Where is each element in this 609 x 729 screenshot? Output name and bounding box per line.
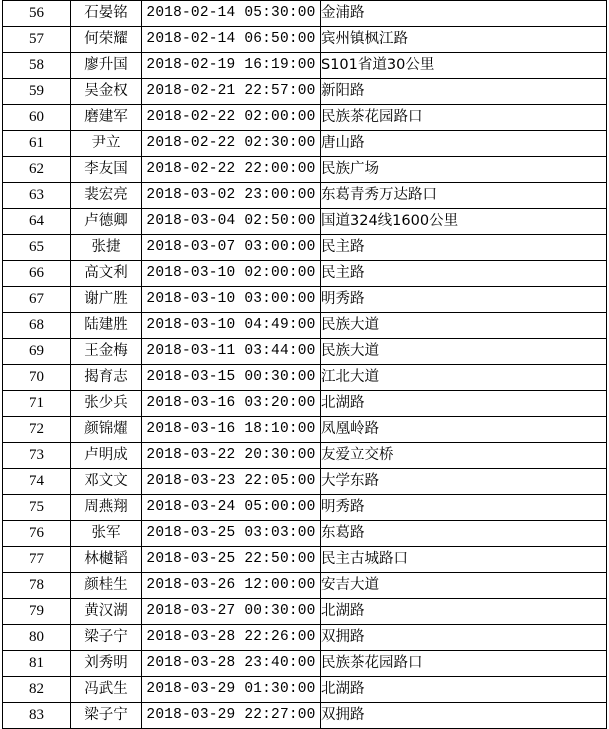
table-row — [3, 573, 607, 599]
location-cell: 东葛路 — [321, 521, 607, 547]
location-cell: 金浦路 — [321, 1, 607, 27]
datetime-cell: 2018-02-14 05:30:00 — [142, 1, 321, 27]
name-cell: 梁子宁 — [71, 625, 142, 651]
location-cell: 北湖路 — [321, 599, 607, 625]
row-number-cell: 75 — [3, 495, 71, 521]
records-table-body — [3, 1, 607, 729]
table-row — [3, 313, 607, 339]
datetime-cell: 2018-03-23 22:05:00 — [142, 469, 321, 495]
table-row — [3, 495, 607, 521]
table-row — [3, 27, 607, 53]
datetime-cell: 2018-03-02 23:00:00 — [142, 183, 321, 209]
name-cell: 林樾韬 — [71, 547, 142, 573]
table-row — [3, 287, 607, 313]
row-number-cell: 64 — [3, 209, 71, 235]
location-cell: 北湖路 — [321, 677, 607, 703]
location-cell: 民族茶花园路口 — [321, 651, 607, 677]
row-number-cell: 68 — [3, 313, 71, 339]
name-cell: 卢明成 — [71, 443, 142, 469]
row-number-cell: 66 — [3, 261, 71, 287]
location-cell: S101省道30公里 — [321, 53, 607, 79]
name-cell: 石晏铭 — [71, 1, 142, 27]
row-number-cell: 77 — [3, 547, 71, 573]
datetime-cell: 2018-02-22 22:00:00 — [142, 157, 321, 183]
table-row — [3, 157, 607, 183]
datetime-cell: 2018-03-04 02:50:00 — [142, 209, 321, 235]
datetime-cell: 2018-03-25 03:03:00 — [142, 521, 321, 547]
datetime-cell: 2018-02-14 06:50:00 — [142, 27, 321, 53]
records-table — [2, 0, 607, 729]
row-number-cell: 58 — [3, 53, 71, 79]
row-number-cell: 63 — [3, 183, 71, 209]
location-cell: 民族大道 — [321, 313, 607, 339]
row-number-cell: 74 — [3, 469, 71, 495]
table-row — [3, 521, 607, 547]
location-cell: 明秀路 — [321, 287, 607, 313]
name-cell: 黄汉湖 — [71, 599, 142, 625]
name-cell: 吴金权 — [71, 79, 142, 105]
name-cell: 磨建军 — [71, 105, 142, 131]
row-number-cell: 79 — [3, 599, 71, 625]
table-row — [3, 339, 607, 365]
name-cell: 冯武生 — [71, 677, 142, 703]
name-cell: 邓文文 — [71, 469, 142, 495]
table-row — [3, 625, 607, 651]
row-number-cell: 59 — [3, 79, 71, 105]
name-cell: 颜桂生 — [71, 573, 142, 599]
table-row — [3, 469, 607, 495]
table-row — [3, 547, 607, 573]
location-cell: 唐山路 — [321, 131, 607, 157]
table-row — [3, 1, 607, 27]
row-number-cell: 73 — [3, 443, 71, 469]
table-row — [3, 209, 607, 235]
table-row — [3, 79, 607, 105]
row-number-cell: 71 — [3, 391, 71, 417]
table-row — [3, 417, 607, 443]
name-cell: 周燕翔 — [71, 495, 142, 521]
row-number-cell: 81 — [3, 651, 71, 677]
table-row — [3, 365, 607, 391]
name-cell: 张军 — [71, 521, 142, 547]
location-cell: 民族广场 — [321, 157, 607, 183]
location-cell: 新阳路 — [321, 79, 607, 105]
name-cell: 王金梅 — [71, 339, 142, 365]
datetime-cell: 2018-03-22 20:30:00 — [142, 443, 321, 469]
location-cell: 北湖路 — [321, 391, 607, 417]
name-cell: 裴宏亮 — [71, 183, 142, 209]
datetime-cell: 2018-03-25 22:50:00 — [142, 547, 321, 573]
table-row — [3, 443, 607, 469]
datetime-cell: 2018-02-22 02:30:00 — [142, 131, 321, 157]
table-row — [3, 703, 607, 729]
row-number-cell: 83 — [3, 703, 71, 729]
name-cell: 张捷 — [71, 235, 142, 261]
row-number-cell: 78 — [3, 573, 71, 599]
row-number-cell: 60 — [3, 105, 71, 131]
row-number-cell: 56 — [3, 1, 71, 27]
table-row — [3, 235, 607, 261]
location-cell: 双拥路 — [321, 703, 607, 729]
location-cell: 东葛青秀万达路口 — [321, 183, 607, 209]
datetime-cell: 2018-03-27 00:30:00 — [142, 599, 321, 625]
location-cell: 凤凰岭路 — [321, 417, 607, 443]
location-cell: 民族茶花园路口 — [321, 105, 607, 131]
name-cell: 廖升国 — [71, 53, 142, 79]
row-number-cell: 76 — [3, 521, 71, 547]
table-row — [3, 391, 607, 417]
name-cell: 揭育志 — [71, 365, 142, 391]
location-cell: 江北大道 — [321, 365, 607, 391]
table-row — [3, 183, 607, 209]
name-cell: 高文利 — [71, 261, 142, 287]
location-cell: 大学东路 — [321, 469, 607, 495]
datetime-cell: 2018-03-28 22:26:00 — [142, 625, 321, 651]
row-number-cell: 65 — [3, 235, 71, 261]
location-cell: 国道324线1600公里 — [321, 209, 607, 235]
datetime-cell: 2018-03-10 03:00:00 — [142, 287, 321, 313]
row-number-cell: 70 — [3, 365, 71, 391]
table-row — [3, 261, 607, 287]
row-number-cell: 82 — [3, 677, 71, 703]
datetime-cell: 2018-02-21 22:57:00 — [142, 79, 321, 105]
datetime-cell: 2018-03-07 03:00:00 — [142, 235, 321, 261]
datetime-cell: 2018-03-29 22:27:00 — [142, 703, 321, 729]
location-cell: 友爱立交桥 — [321, 443, 607, 469]
location-cell: 民主路 — [321, 261, 607, 287]
datetime-cell: 2018-03-16 03:20:00 — [142, 391, 321, 417]
row-number-cell: 62 — [3, 157, 71, 183]
location-cell: 宾州镇枫江路 — [321, 27, 607, 53]
row-number-cell: 69 — [3, 339, 71, 365]
table-row — [3, 53, 607, 79]
table-row — [3, 131, 607, 157]
datetime-cell: 2018-02-22 02:00:00 — [142, 105, 321, 131]
location-cell: 双拥路 — [321, 625, 607, 651]
table-row — [3, 599, 607, 625]
name-cell: 尹立 — [71, 131, 142, 157]
name-cell: 卢德卿 — [71, 209, 142, 235]
datetime-cell: 2018-03-10 04:49:00 — [142, 313, 321, 339]
location-cell: 民主古城路口 — [321, 547, 607, 573]
name-cell: 刘秀明 — [71, 651, 142, 677]
location-cell: 安吉大道 — [321, 573, 607, 599]
table-row — [3, 105, 607, 131]
name-cell: 梁子宁 — [71, 703, 142, 729]
name-cell: 何荣耀 — [71, 27, 142, 53]
datetime-cell: 2018-03-26 12:00:00 — [142, 573, 321, 599]
table-row — [3, 677, 607, 703]
datetime-cell: 2018-03-10 02:00:00 — [142, 261, 321, 287]
row-number-cell: 57 — [3, 27, 71, 53]
name-cell: 颜锦燿 — [71, 417, 142, 443]
row-number-cell: 61 — [3, 131, 71, 157]
datetime-cell: 2018-03-28 23:40:00 — [142, 651, 321, 677]
row-number-cell: 72 — [3, 417, 71, 443]
datetime-cell: 2018-03-24 05:00:00 — [142, 495, 321, 521]
name-cell: 张少兵 — [71, 391, 142, 417]
datetime-cell: 2018-03-16 18:10:00 — [142, 417, 321, 443]
table-row — [3, 651, 607, 677]
location-cell: 民族大道 — [321, 339, 607, 365]
name-cell: 陆建胜 — [71, 313, 142, 339]
datetime-cell: 2018-03-15 00:30:00 — [142, 365, 321, 391]
name-cell: 谢广胜 — [71, 287, 142, 313]
name-cell: 李友国 — [71, 157, 142, 183]
datetime-cell: 2018-03-29 01:30:00 — [142, 677, 321, 703]
row-number-cell: 67 — [3, 287, 71, 313]
datetime-cell: 2018-02-19 16:19:00 — [142, 53, 321, 79]
location-cell: 明秀路 — [321, 495, 607, 521]
row-number-cell: 80 — [3, 625, 71, 651]
datetime-cell: 2018-03-11 03:44:00 — [142, 339, 321, 365]
location-cell: 民主路 — [321, 235, 607, 261]
